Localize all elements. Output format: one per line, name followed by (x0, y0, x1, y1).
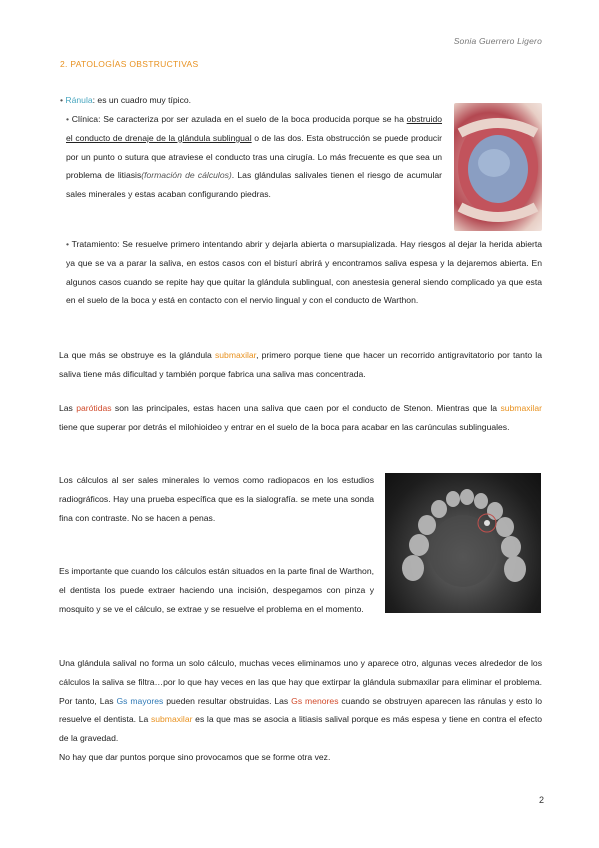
text-span: Las (59, 403, 77, 413)
section-title: 2. PATOLOGÍAS OBSTRUCTIVAS (60, 59, 199, 69)
page-number: 2 (538, 795, 544, 805)
term-gs-menores: Gs menores (291, 695, 339, 706)
clinica-text-3: . Las glándulas salivales tienen el riesgo de acumular sales minerales y estas acaban configurando piedras. (66, 170, 443, 200)
text-span: cuando se obstruyen aparecen las ránulas y esto lo resuelve el dentista. La (59, 695, 542, 725)
clinica-italic-note: (formación de cálculos) (141, 170, 232, 181)
term-submaxilar: submaxilar (150, 714, 193, 725)
warthon-text: Es importante que cuando los cálculos están situados en la parte final de Warthon, el dentista los puede extraer haciendo una incisión, despegamos con pinza y mosquito y se ve el cálculo, se extrae y se resuelve el problema en el momento. (59, 566, 374, 614)
ranula-bullet (60, 91, 440, 110)
text-span: tiene que superar por detrás el milohioideo y entrar en el suelo de la boca para acabar en las carúnculas sublinguales. (59, 421, 510, 432)
mouth-illustration (454, 103, 542, 231)
text-span: , primero porque tiene que hacer un recorrido antigravitatorio por tanto la saliva tiene más dificultad y también porque fabrica una saliva mas concentrada. (59, 350, 542, 379)
term-parotidas: parótidas (76, 403, 112, 413)
bullet-icon: • (66, 114, 72, 124)
tratamiento-label: Tratamiento: (71, 239, 123, 249)
text-span: son las principales, estas hacen una saliva que caen por el conducto de Stenon. Mientras que la (111, 403, 501, 413)
puntos-text: No hay que dar puntos porque sino provocamos que se forme otra vez. (59, 751, 331, 762)
text-span: pueden resultar obstruidas. Las (163, 695, 292, 706)
text-span: es la que mas se asocia a litiasis salival porque es más espesa y tiene en contra el efecto de la gravedad. (59, 714, 542, 744)
bullet-icon: • (66, 239, 72, 249)
ranula-photo (454, 103, 542, 231)
tratamiento-text: Se resuelve primero intentando abrir y dejarla abierta o marsupializada. Hay riesgos al dejar la herida abierta ya que se va a parar la saliva, en estos casos con el bisturí abrirá y encontramos saliva espesa y la dejaremos abierta. En algunos casos cuando se repite hay que quitar la glándula sublingual, con anestesia general siendo complicado ya que esta en el suelo de la boca y está en contacto con el nervio lingual y con el conducto de Warthon. (66, 239, 543, 306)
clinica-text-1: Se caracteriza por ser azulada en el suelo de la boca producida porque se ha (103, 114, 407, 124)
teeth-xray-illustration (385, 473, 541, 613)
clinica-text-2: o de las dos. Esta obstrucción se puede producir por un punto o sutura que atraviese el conducto tras una cirugía. Lo más frecuente es que sea un problema de litiasis (66, 132, 442, 181)
term-submaxilar: submaxilar (214, 350, 257, 360)
clinica-paragraph (66, 110, 442, 204)
text-span: La que más se obstruye es la glándula (59, 350, 215, 360)
tratamiento-paragraph (66, 235, 542, 310)
bullet-icon: • (60, 95, 64, 105)
paragraph-parotidas (59, 399, 542, 437)
paragraph-glandula-salival (59, 654, 542, 767)
clinica-label: Clínica: (71, 114, 104, 124)
paragraph-submaxilar (59, 346, 542, 384)
ranula-intro: : es un cuadro muy típico. (92, 95, 192, 105)
clinica-underlined-text: obstruido el conducto de drenaje de la glándula sublingual (66, 114, 443, 143)
paragraph-warthon (59, 562, 374, 618)
paragraph-calculos (59, 471, 374, 527)
ranula-term: Ránula (65, 95, 93, 105)
header-author: Sonia Guerrero Ligero (453, 36, 542, 46)
text-span: Una glándula salival no forma un solo cálculo, muchas veces eliminamos uno y aparece otro, algunas veces alrededor de los cálculos la saliva se filtra…por lo que hay veces en las que hay que extirpar la glándula submaxilar para eliminar el problema. Por tanto, Las (59, 658, 542, 706)
xray-image (385, 473, 541, 613)
term-submaxilar: submaxilar (500, 403, 542, 413)
term-gs-mayores: Gs mayores (116, 695, 164, 706)
calculos-text: Los cálculos al ser sales minerales lo vemos como radiopacos en los estudios radiográficos. Hay una prueba específica que es la sialografía. se mete una sonda fina con contraste. No se hacen a penas. (59, 475, 374, 523)
